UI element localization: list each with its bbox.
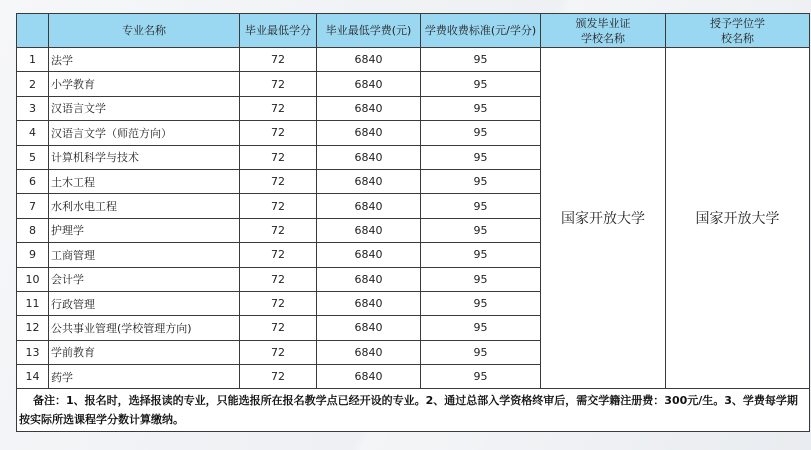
header-major-name: 专业名称 (49, 14, 240, 48)
row-fee-standard: 95 (421, 169, 541, 193)
row-major-name: 护理学 (49, 218, 240, 242)
row-index: 5 (17, 145, 49, 169)
row-min-credits: 72 (240, 96, 317, 120)
row-min-credits: 72 (240, 48, 317, 72)
row-major-name: 会计学 (49, 267, 240, 291)
row-min-fee: 6840 (317, 291, 421, 315)
row-major-name: 小学教育 (49, 72, 240, 96)
row-major-name: 计算机科学与技术 (49, 145, 240, 169)
row-min-fee: 6840 (317, 340, 421, 364)
row-fee-standard: 95 (421, 194, 541, 218)
row-index: 6 (17, 169, 49, 193)
row-index: 14 (17, 365, 49, 389)
row-index: 3 (17, 96, 49, 120)
degree-school-cell: 国家开放大学 (666, 48, 810, 389)
row-min-credits: 72 (240, 72, 317, 96)
row-fee-standard: 95 (421, 72, 541, 96)
row-fee-standard: 95 (421, 267, 541, 291)
row-major-name: 汉语言文学（师范方向） (49, 121, 240, 145)
row-major-name: 法学 (49, 48, 240, 72)
row-min-fee: 6840 (317, 48, 421, 72)
row-min-fee: 6840 (317, 121, 421, 145)
row-min-fee: 6840 (317, 218, 421, 242)
row-min-fee: 6840 (317, 194, 421, 218)
row-min-credits: 72 (240, 316, 317, 340)
row-min-credits: 72 (240, 218, 317, 242)
row-fee-standard: 95 (421, 48, 541, 72)
row-index: 9 (17, 243, 49, 267)
row-min-fee: 6840 (317, 365, 421, 389)
row-index: 12 (17, 316, 49, 340)
row-min-credits: 72 (240, 267, 317, 291)
header-cert-school: 颁发毕业证学校名称 (541, 14, 666, 48)
row-fee-standard: 95 (421, 218, 541, 242)
row-min-fee: 6840 (317, 267, 421, 291)
row-fee-standard: 95 (421, 340, 541, 364)
row-index: 7 (17, 194, 49, 218)
row-fee-standard: 95 (421, 121, 541, 145)
row-fee-standard: 95 (421, 291, 541, 315)
row-major-name: 行政管理 (49, 291, 240, 315)
row-index: 1 (17, 48, 49, 72)
row-min-credits: 72 (240, 243, 317, 267)
row-fee-standard: 95 (421, 243, 541, 267)
row-major-name: 工商管理 (49, 243, 240, 267)
row-index: 4 (17, 121, 49, 145)
header-fee-standard: 学费收费标准(元/学分) (421, 14, 541, 48)
row-major-name: 土木工程 (49, 169, 240, 193)
header-min-fee: 毕业最低学费(元) (317, 14, 421, 48)
row-min-fee: 6840 (317, 243, 421, 267)
row-major-name: 公共事业管理(学校管理方向) (49, 316, 240, 340)
row-index: 8 (17, 218, 49, 242)
row-fee-standard: 95 (421, 316, 541, 340)
row-min-fee: 6840 (317, 169, 421, 193)
row-fee-standard: 95 (421, 145, 541, 169)
row-min-credits: 72 (240, 194, 317, 218)
cert-school-cell: 国家开放大学 (541, 48, 666, 389)
table-row (17, 48, 810, 72)
row-min-fee: 6840 (317, 316, 421, 340)
note-text: 备注：1、报名时，选择报读的专业，只能选报所在报名教学点已经开设的专业。2、通过总部入学资格终审后，需交学籍注册费：300元/生。3、学费每学期按实际所选课程学分数计算缴纳。 (19, 394, 798, 427)
row-index: 11 (17, 291, 49, 315)
row-major-name: 学前教育 (49, 340, 240, 364)
row-min-fee: 6840 (317, 96, 421, 120)
row-fee-standard: 95 (421, 96, 541, 120)
row-min-fee: 6840 (317, 145, 421, 169)
row-min-credits: 72 (240, 291, 317, 315)
row-fee-standard: 95 (421, 365, 541, 389)
header-min-credits: 毕业最低学分 (240, 14, 317, 48)
note-row (17, 389, 810, 432)
row-index: 10 (17, 267, 49, 291)
row-major-name: 药学 (49, 365, 240, 389)
row-index: 13 (17, 340, 49, 364)
row-major-name: 水利水电工程 (49, 194, 240, 218)
header-degree-school: 授予学位学校名称 (666, 14, 810, 48)
table-header-row (17, 14, 810, 48)
row-min-credits: 72 (240, 121, 317, 145)
note-cell (17, 389, 810, 432)
row-major-name: 汉语言文学 (49, 96, 240, 120)
cutoff-heading-fragment (50, 0, 130, 6)
row-min-fee: 6840 (317, 72, 421, 96)
header-index (17, 14, 49, 48)
row-min-credits: 72 (240, 365, 317, 389)
row-min-credits: 72 (240, 145, 317, 169)
row-min-credits: 72 (240, 340, 317, 364)
row-min-credits: 72 (240, 169, 317, 193)
major-fee-table (16, 13, 810, 432)
row-index: 2 (17, 72, 49, 96)
